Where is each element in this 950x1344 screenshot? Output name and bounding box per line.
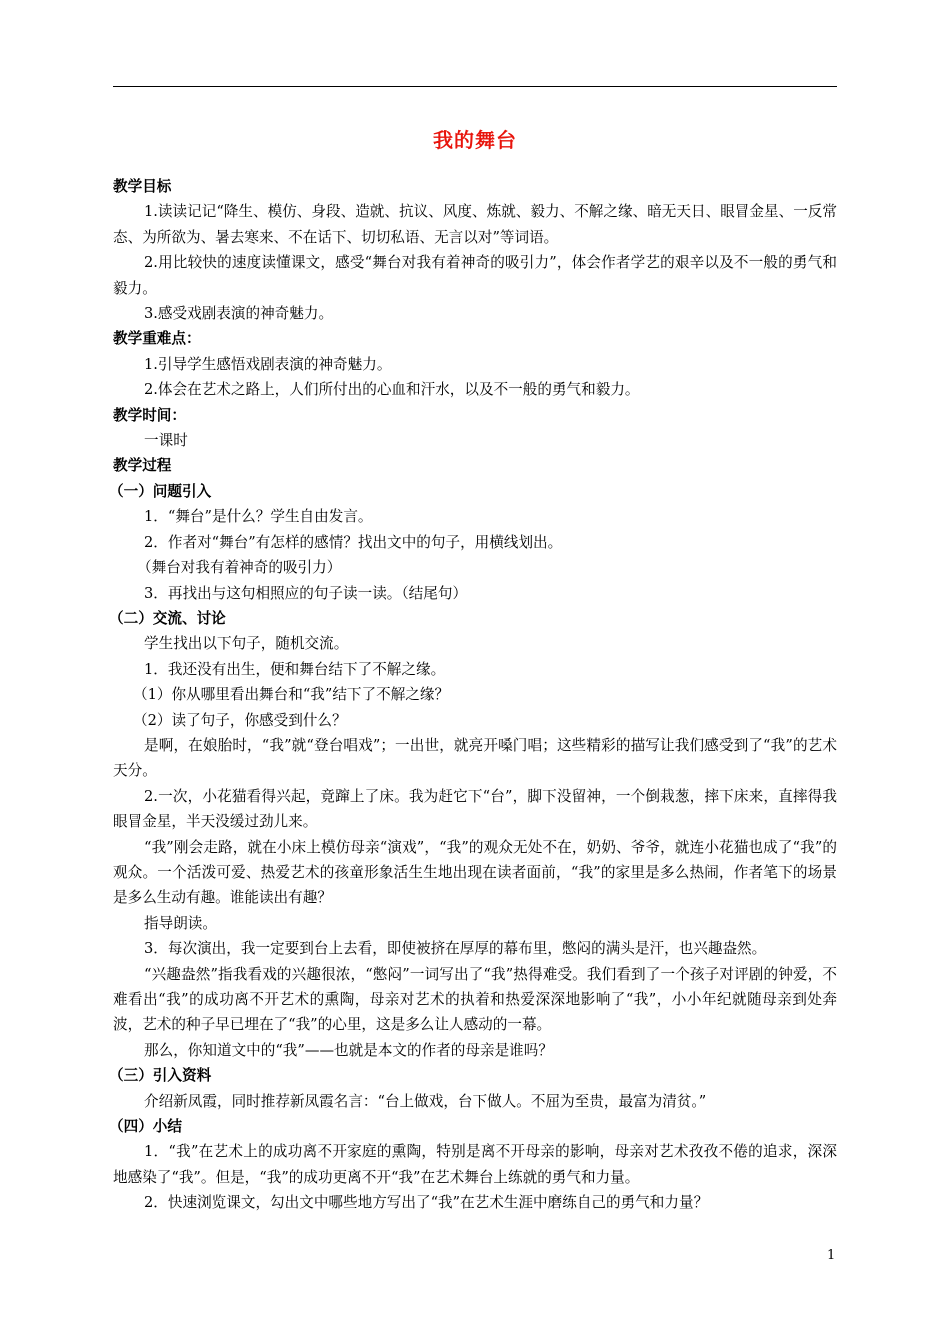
paragraph: （舞台对我有着神奇的吸引力） bbox=[137, 559, 342, 577]
paragraph: 学生找出以下句子，随机交流。 bbox=[144, 635, 349, 653]
paragraph: 一课时 bbox=[144, 432, 188, 450]
subsection-heading: （四）小结 bbox=[109, 1118, 182, 1136]
paragraph: 介绍新凤霞，同时推荐新凤霞名言：“台上做戏，台下做人。不屈为至贵，最富为清贫。” bbox=[144, 1092, 707, 1110]
section-heading: 教学过程 bbox=[113, 457, 172, 475]
paragraph: 2.体会在艺术之路上，人们所付出的心血和汗水，以及不一般的勇气和毅力。 bbox=[144, 381, 640, 399]
section-heading: 教学目标 bbox=[113, 178, 172, 195]
section-heading: 教学重难点： bbox=[113, 330, 201, 348]
page-title: 我的舞台 bbox=[433, 128, 517, 152]
header-rule bbox=[113, 86, 837, 87]
paragraph: 1．“我”在艺术上的成功离不开家庭的熏陶，特别是离不开母亲的影响，母亲对艺术孜孜不倦的追求，深深地感染了“我”。但是，“我”的成功更离不开“我”在艺术舞台上练就的勇气和力量。 bbox=[113, 1143, 837, 1186]
paragraph: 1．我还没有出生，便和舞台结下了不解之缘。 bbox=[144, 660, 446, 678]
paragraph: 1．“舞台”是什么？学生自由发言。 bbox=[144, 508, 373, 526]
paragraph: “兴趣盎然”指我看戏的兴趣很浓，“憋闷”一词写出了“我”热得难受。我们看到了一个孩子对评剧的钟爱，不难看出“我”的成功离不开艺术的熏陶，母亲对艺术的执着和热爱深深地影响了“我”，小小年纪就随母亲到处奔波，艺术的种子早已埋在了“我”的心里，这是多么让人感动的一幕。 bbox=[113, 965, 837, 1034]
section-heading: 教学时间： bbox=[113, 406, 186, 424]
page-number: 1 bbox=[827, 1248, 836, 1263]
paragraph: 3．再找出与这句相照应的句子读一读。（结尾句） bbox=[144, 584, 468, 602]
paragraph: 3.感受戏剧表演的神奇魅力。 bbox=[144, 305, 334, 323]
subsection-heading: （二）交流、讨论 bbox=[109, 609, 226, 627]
document-body bbox=[109, 174, 837, 1216]
paragraph: 3．每次演出，我一定要到台上去看，即使被挤在厚厚的幕布里，憋闷的满头是汗，也兴趣盎然。 bbox=[144, 940, 767, 958]
paragraph: （2）读了句子，你感受到什么？ bbox=[133, 711, 347, 729]
subsection-heading: （一）问题引入 bbox=[109, 482, 212, 500]
paragraph: 2．作者对“舞台”有怎样的感情？找出文中的句子，用横线划出。 bbox=[144, 533, 563, 551]
subsection-heading: （三）引入资料 bbox=[109, 1067, 212, 1085]
paragraph: 2.一次，小花猫看得兴起，竟蹿上了床。我为赶它下“台”，脚下没留神，一个倒栽葱，摔下床来，直摔得我眼冒金星，半天没缓过劲儿来。 bbox=[113, 787, 837, 831]
paragraph: 2.用比较快的速度读懂课文，感受“舞台对我有着神奇的吸引力”，体会作者学艺的艰辛以及不一般的勇气和毅力。 bbox=[113, 254, 837, 297]
paragraph: 是啊，在娘胎时，“我”就“登台唱戏”；一出世，就亮开嗓门唱；这些精彩的描写让我们感受到了“我”的艺术天分。 bbox=[113, 736, 837, 780]
paragraph: “我”刚会走路，就在小床上模仿母亲“演戏”，“我”的观众无处不在，奶奶、爷爷，就连小花猫也成了“我”的观众。一个活泼可爱、热爱艺术的孩童形象活生生地出现在读者面前，“我”的家里是多么热闹，作者笔下的场景是多么生动有趣。谁能读出有趣？ bbox=[113, 838, 837, 907]
paragraph: （1）你从哪里看出舞台和“我”结下了不解之缘？ bbox=[133, 686, 450, 704]
paragraph: 那么，你知道文中的“我”——也就是本文的作者的母亲是谁吗？ bbox=[144, 1041, 553, 1059]
paragraph: 2．快速浏览课文，勾出文中哪些地方写出了“我”在艺术生涯中磨练自己的勇气和力量？ bbox=[144, 1194, 709, 1212]
paragraph: 1.读读记记“降生、模仿、身段、造就、抗议、风度、炼就、毅力、不解之缘、暗无天日、眼冒金星、一反常态、为所欲为、暑去寒来、不在话下、切切私语、无言以对”等词语。 bbox=[113, 203, 837, 246]
paragraph: 指导朗读。 bbox=[144, 914, 217, 932]
paragraph: 1.引导学生感悟戏剧表演的神奇魅力。 bbox=[144, 355, 392, 373]
